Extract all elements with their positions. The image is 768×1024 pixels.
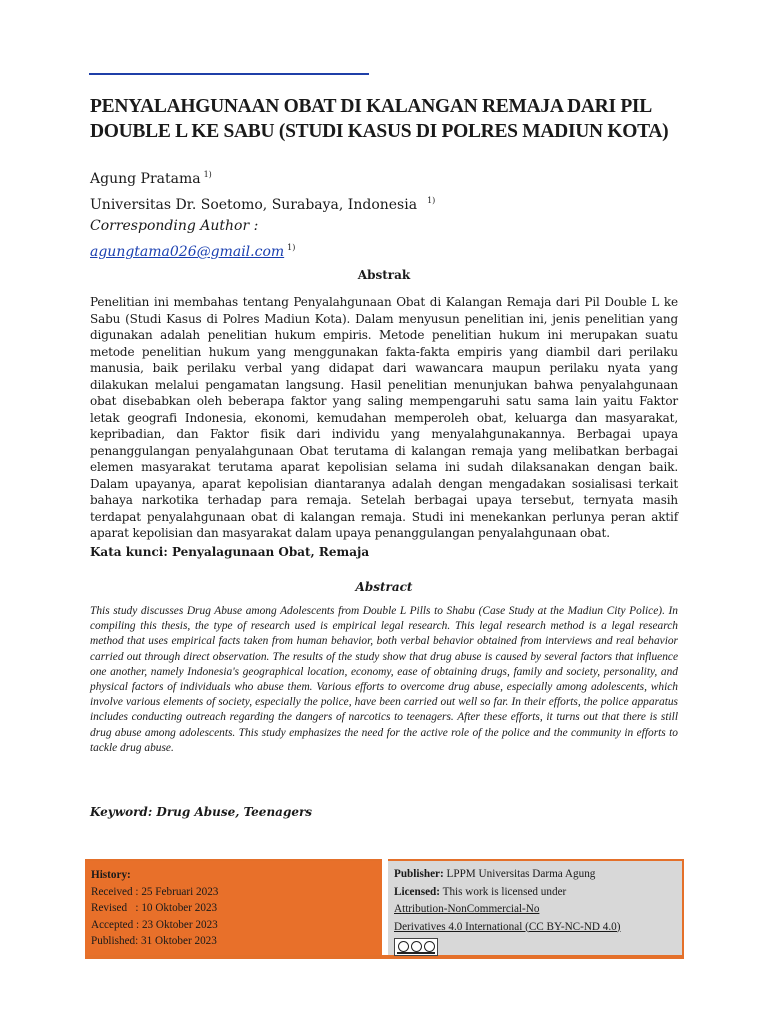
history-received: Received : 25 Februari 2023: [91, 885, 219, 898]
abstrak-body: Penelitian ini membahas tentang Penyalahgunaan Obat di Kalangan Remaja dari Pil Double L ke Sabu (Studi Kasus di Polres Madiun Kota). Dalam menyusun penelitian ini, jenis penelitian yang digunakan adalah penelitian hukum empiris. Metode penelitian hukum ini merupakan suatu metode penelitian hukum yang menggunakan fakta-fakta empiris yang diambil dari perilaku manusia, baik perilaku verbal yang didapat dari wawancara maupun perilaku nyata yang dilakukan melalui pengamatan langsung. Hasil penelitian menunjukan bahwa penyalahgunaan obat disebabkan oleh beberapa faktor yang saling mempengaruhi satu sama lain yaitu Faktor letak geografi Indonesia, ekonomi, kemudahan memperoleh obat, keluarga dan masyarakat, kepribadian, dan Faktor fisik dari individu yang menyalahgunakannya. Berbagai upaya penanggulangan penyalahgunaan Obat terutama di kalangan remaja yang melibatkan berbagai elemen masyarakat terutama aparat kepolisian selama ini sudah dilaksanakan dengan baik. Dalam upayanya, aparat kepolisian diantaranya adalah dengan mengadakan sosialisasi terkait bahaya narkotika terhadap para remaja. Setelah berbagai upaya tersebut, ternyata masih terdapat penyalahgunaan obat di kalangan remaja. Studi ini menekankan perlunya peran aktif aparat kepolisian dan masyarakat dalam upaya penanggulangan penyalahgunaan obat.: [90, 295, 678, 540]
abstract-keywords: Keyword: Drug Abuse, Teenagers: [90, 805, 313, 819]
publisher-value: LPPM Universitas Darma Agung: [446, 868, 596, 880]
history-panel: [85, 859, 382, 955]
paper-title: PENYALAHGUNAAN OBAT DI KALANGAN REMAJA DARI PIL DOUBLE L KE SABU (STUDI KASUS DI POLRES MADIUN KOTA): [90, 96, 669, 142]
email-sup: 1): [287, 243, 296, 252]
email-line: [90, 237, 690, 263]
abstrak-keywords: Kata kunci: Penyalagunaan Obat, Remaja: [90, 545, 370, 559]
history-accepted: Accepted : 23 Oktober 2023: [91, 918, 218, 931]
abstract-heading: Abstract: [355, 580, 413, 594]
licensed-value: This work is licensed under: [442, 885, 567, 898]
author-sup: 1): [203, 170, 212, 179]
history-published: Published: 31 Oktober 2023: [91, 935, 217, 948]
author-name-line: [90, 164, 690, 190]
publisher-line: [394, 866, 682, 884]
author-name: Agung Pratama: [90, 171, 201, 187]
license-link-line1[interactable]: Attribution-NonCommercial-No: [394, 903, 540, 915]
affiliation-sup: 1): [427, 196, 436, 205]
licensed-line: [394, 884, 682, 902]
author-block: [90, 164, 690, 263]
publisher-panel: [388, 859, 682, 955]
cc-license-icon[interactable]: [394, 938, 438, 956]
license-link-line2[interactable]: Derivatives 4.0 International (CC BY-NC-ND 4.0): [394, 920, 621, 933]
publisher-label: Publisher:: [394, 868, 444, 880]
author-email-link[interactable]: agungtama026@gmail.com: [90, 244, 285, 260]
corresponding-author-label: Corresponding Author :: [90, 218, 259, 234]
history-revised: Revised : 10 Oktober 2023: [91, 902, 218, 915]
abstrak-heading: Abstrak: [357, 268, 411, 282]
top-rule: [89, 73, 369, 75]
affiliation: Universitas Dr. Soetomo, Surabaya, Indonesia: [90, 197, 418, 213]
licensed-label: Licensed:: [394, 885, 440, 898]
affiliation-line: [90, 190, 690, 216]
abstract-body: This study discusses Drug Abuse among Adolescents from Double L Pills to Shabu (Case Study at the Madiun City Police). In compiling this thesis, the type of research used is empirical legal research. This legal research method is a legal research method that uses empirical facts taken from human behavior, both verbal behavior obtained from interviews and real behavior carried out through direct observation. The results of the study show that drug abuse is caused by several factors that influence one another, namely Indonesia's geographical location, economy, ease of obtaining drugs, family and society, personality, and physical factors of individuals who abuse them. Various efforts to overcome drug abuse, especially among adolescents, which involve various elements of society, especially the police, have been carried out well so far. In their efforts, the police apparatus includes conducting outreach regarding the dangers of narcotics to teenagers. After these efforts, it turns out that there is still drug abuse among adolescents. This study emphasizes the need for the active role of the police and the community in efforts to tackle drug abuse.: [90, 605, 678, 754]
history-heading: History:: [91, 869, 131, 881]
